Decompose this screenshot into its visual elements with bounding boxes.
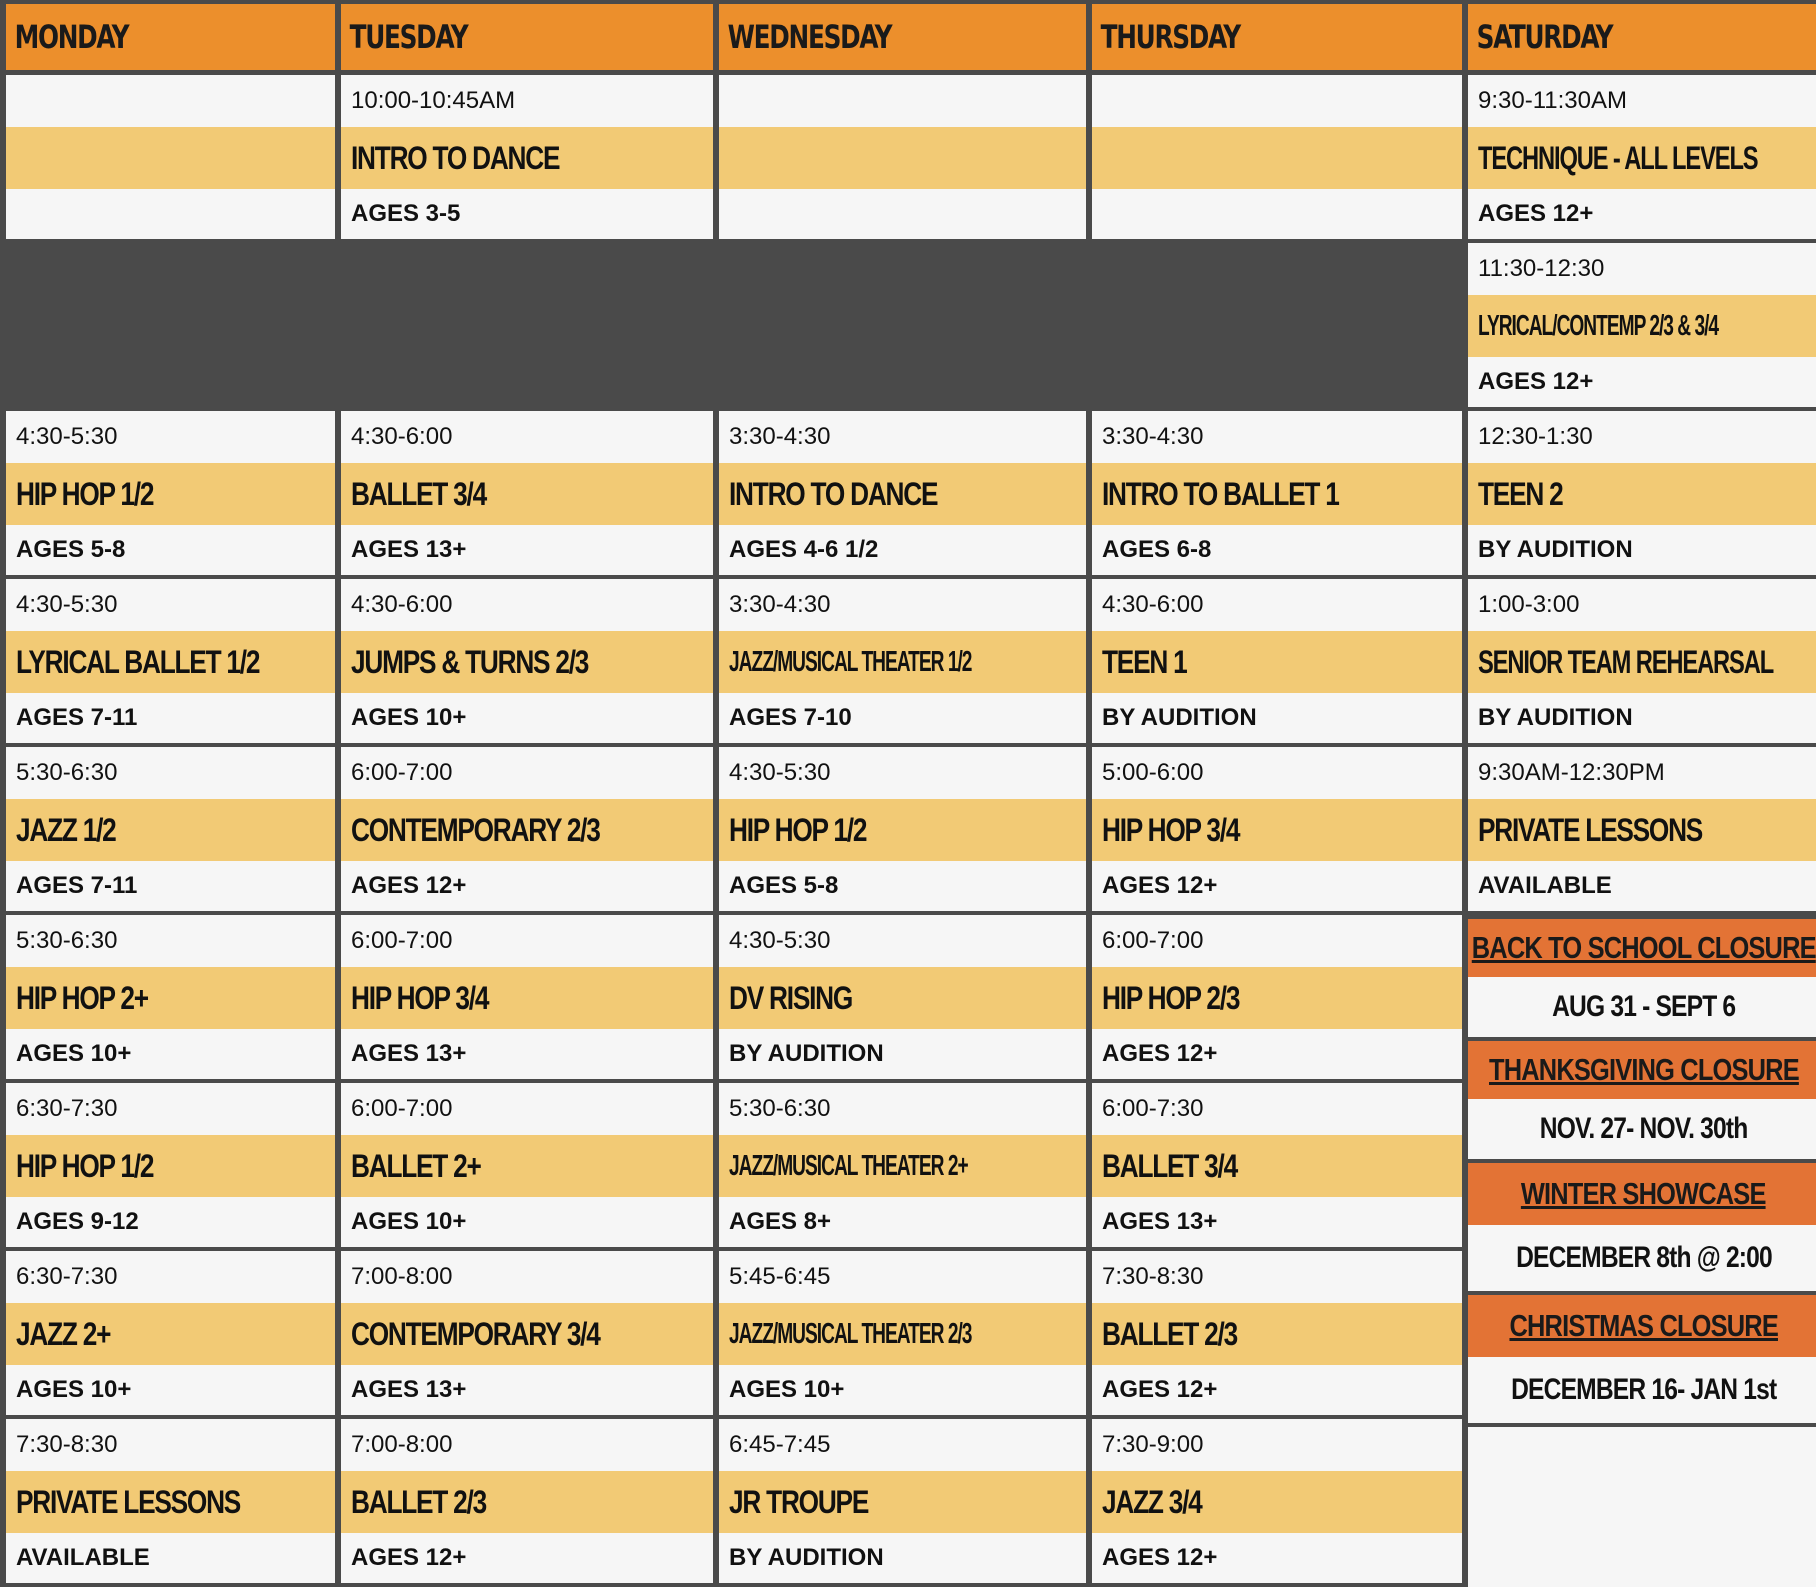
event-notice [1468, 915, 1816, 1037]
class-slot [1092, 747, 1462, 911]
class-ages: AGES 5-8 [6, 525, 335, 575]
event-date [1468, 1099, 1816, 1159]
class-ages: AGES 12+ [1468, 189, 1816, 239]
class-ages: AGES 13+ [341, 1365, 713, 1415]
class-time: 6:00-7:00 [341, 1083, 713, 1135]
class-name-text: INTRO TO BALLET 1 [1102, 475, 1339, 512]
class-name-text: CONTEMPORARY 3/4 [351, 1315, 600, 1352]
class-name [719, 1303, 1086, 1365]
class-slot [1092, 411, 1462, 575]
class-name [6, 1303, 335, 1365]
class-slot [719, 75, 1086, 239]
class-name [719, 631, 1086, 693]
class-slot [719, 1251, 1086, 1415]
class-name-text: INTRO TO DANCE [729, 475, 938, 512]
class-ages: AGES 10+ [341, 1197, 713, 1247]
class-time: 6:00-7:00 [341, 915, 713, 967]
class-slot [6, 1419, 335, 1583]
class-name [1092, 1303, 1462, 1365]
class-name-text: BALLET 2/3 [1102, 1315, 1237, 1352]
class-ages: AGES 12+ [1092, 1365, 1462, 1415]
class-ages: BY AUDITION [1092, 693, 1462, 743]
class-name [719, 967, 1086, 1029]
class-name-text: LYRICAL BALLET 1/2 [16, 643, 260, 680]
day-header-monday [6, 4, 335, 70]
class-time: 5:45-6:45 [719, 1251, 1086, 1303]
event-date-text: AUG 31 - SEPT 6 [1551, 990, 1736, 1023]
class-time: 5:30-6:30 [6, 747, 335, 799]
event-title-text: WINTER SHOWCASE [1521, 1176, 1766, 1211]
event-notice [1468, 1291, 1816, 1423]
class-time: 4:30-6:00 [1092, 579, 1462, 631]
event-date-text: DECEMBER 8th @ 2:00 [1515, 1241, 1772, 1274]
class-name-text: CONTEMPORARY 2/3 [351, 811, 600, 848]
class-name [719, 1135, 1086, 1197]
class-name-text: SENIOR TEAM REHEARSAL [1478, 643, 1774, 680]
class-ages: AGES 4-6 1/2 [719, 525, 1086, 575]
class-time: 7:30-8:30 [6, 1419, 335, 1471]
class-ages: AGES 6-8 [1092, 525, 1462, 575]
event-title-text: THANKSGIVING CLOSURE [1488, 1052, 1799, 1087]
class-time: 6:00-7:30 [1092, 1083, 1462, 1135]
class-slot [341, 1083, 713, 1247]
class-time: 9:30AM-12:30PM [1468, 747, 1816, 799]
class-time: 7:30-8:30 [1092, 1251, 1462, 1303]
class-slot [719, 747, 1086, 911]
class-name-text: TECHNIQUE - ALL LEVELS [1478, 139, 1758, 176]
class-slot [719, 915, 1086, 1079]
class-time: 6:00-7:00 [1092, 915, 1462, 967]
class-time: 10:00-10:45AM [341, 75, 713, 127]
class-slot [719, 579, 1086, 743]
class-ages: AGES 12+ [1092, 1533, 1462, 1583]
event-title-text: CHRISTMAS CLOSURE [1509, 1308, 1778, 1343]
class-name [1468, 799, 1816, 861]
class-slot [1468, 579, 1816, 743]
class-slot [6, 915, 335, 1079]
class-time: 4:30-5:30 [6, 579, 335, 631]
event-title [1468, 1163, 1816, 1225]
class-ages: AGES 3-5 [341, 189, 713, 239]
event-date-text: NOV. 27- NOV. 30th [1539, 1112, 1748, 1145]
class-ages: AGES 8+ [719, 1197, 1086, 1247]
class-name-text: HIP HOP 1/2 [16, 1147, 154, 1184]
class-slot [1092, 1083, 1462, 1247]
class-name [719, 127, 1086, 189]
event-title [1468, 919, 1816, 977]
class-name [1092, 799, 1462, 861]
class-name [1468, 127, 1816, 189]
class-ages: AGES 10+ [341, 693, 713, 743]
class-name-text: PRIVATE LESSONS [16, 1483, 241, 1520]
class-slot [719, 1083, 1086, 1247]
day-header-wednesday [719, 4, 1086, 70]
class-ages: AGES 10+ [6, 1365, 335, 1415]
event-title [1468, 1041, 1816, 1099]
class-name [341, 967, 713, 1029]
class-ages: AVAILABLE [6, 1533, 335, 1583]
event-date [1468, 1357, 1816, 1423]
class-name [719, 799, 1086, 861]
class-slot [719, 1419, 1086, 1583]
class-name-text: LYRICAL/CONTEMP 2/3 & 3/4 [1478, 309, 1719, 342]
day-header-thursday [1092, 4, 1462, 70]
class-slot [341, 579, 713, 743]
class-ages: AGES 13+ [341, 1029, 713, 1079]
event-date-text: DECEMBER 16- JAN 1st [1510, 1373, 1777, 1406]
day-header-label: SATURDAY [1468, 4, 1816, 70]
class-name-text: JAZZ/MUSICAL THEATER 1/2 [729, 645, 972, 678]
class-name [341, 463, 713, 525]
class-slot [1468, 243, 1816, 407]
event-title [1468, 1295, 1816, 1357]
class-slot [6, 411, 335, 575]
class-name [341, 799, 713, 861]
events-panel [1468, 915, 1816, 1587]
class-name-text: JR TROUPE [729, 1483, 869, 1520]
class-ages: AGES 5-8 [719, 861, 1086, 911]
class-time: 7:00-8:00 [341, 1419, 713, 1471]
class-slot [341, 747, 713, 911]
class-slot [6, 75, 335, 239]
class-time: 4:30-6:00 [341, 579, 713, 631]
class-slot [341, 1251, 713, 1415]
class-ages: AGES 7-11 [6, 861, 335, 911]
class-ages [1092, 189, 1462, 239]
class-slot [341, 915, 713, 1079]
day-header-tuesday [341, 4, 713, 70]
class-slot [1092, 1251, 1462, 1415]
event-notice [1468, 1159, 1816, 1291]
class-ages: AGES 12+ [1092, 1029, 1462, 1079]
class-time: 6:30-7:30 [6, 1251, 335, 1303]
class-ages: AGES 7-10 [719, 693, 1086, 743]
event-notice [1468, 1037, 1816, 1159]
empty-cell [1468, 1427, 1816, 1587]
class-ages: AGES 13+ [341, 525, 713, 575]
class-ages: AGES 12+ [341, 1533, 713, 1583]
class-time [6, 75, 335, 127]
class-time: 6:00-7:00 [341, 747, 713, 799]
class-name-text: JAZZ 3/4 [1102, 1483, 1202, 1520]
class-slot [341, 1419, 713, 1583]
class-name [1092, 967, 1462, 1029]
class-name-text: BALLET 2+ [351, 1147, 481, 1184]
class-time: 4:30-6:00 [341, 411, 713, 463]
class-time: 5:30-6:30 [719, 1083, 1086, 1135]
event-date [1468, 1225, 1816, 1291]
class-name [6, 799, 335, 861]
class-ages: AGES 10+ [6, 1029, 335, 1079]
class-slot [6, 579, 335, 743]
class-name [6, 1135, 335, 1197]
class-ages: BY AUDITION [1468, 525, 1816, 575]
class-ages: AGES 12+ [341, 861, 713, 911]
class-time: 6:45-7:45 [719, 1419, 1086, 1471]
class-name [341, 1135, 713, 1197]
class-slot [1468, 75, 1816, 239]
class-time: 6:30-7:30 [6, 1083, 335, 1135]
class-name [1092, 463, 1462, 525]
class-name [6, 127, 335, 189]
class-slot [719, 411, 1086, 575]
class-ages: AGES 7-11 [6, 693, 335, 743]
class-slot [341, 75, 713, 239]
class-name-text: DV RISING [729, 979, 853, 1016]
class-name-text: TEEN 2 [1478, 475, 1563, 512]
class-slot [1092, 915, 1462, 1079]
class-name [1092, 1471, 1462, 1533]
class-name-text: JAZZ 1/2 [16, 811, 116, 848]
class-slot [1092, 1419, 1462, 1583]
class-name [341, 1303, 713, 1365]
class-name-text: JUMPS & TURNS 2/3 [351, 643, 589, 680]
class-name-text: BALLET 3/4 [351, 475, 486, 512]
class-time: 4:30-5:30 [6, 411, 335, 463]
class-ages: AGES 12+ [1468, 357, 1816, 407]
class-name-text: JAZZ/MUSICAL THEATER 2+ [729, 1149, 968, 1182]
event-date [1468, 977, 1816, 1037]
class-name-text: HIP HOP 1/2 [729, 811, 867, 848]
class-ages [719, 189, 1086, 239]
class-slot [6, 1083, 335, 1247]
class-time: 7:30-9:00 [1092, 1419, 1462, 1471]
day-header-label: MONDAY [6, 4, 334, 70]
class-name-text: HIP HOP 3/4 [351, 979, 489, 1016]
class-name-text: JAZZ/MUSICAL THEATER 2/3 [729, 1317, 972, 1350]
class-time: 5:00-6:00 [1092, 747, 1462, 799]
class-name-text: INTRO TO DANCE [351, 139, 560, 176]
class-name [1468, 631, 1816, 693]
class-slot [6, 747, 335, 911]
class-name [6, 631, 335, 693]
class-name [1092, 127, 1462, 189]
class-ages: AGES 12+ [1092, 861, 1462, 911]
class-name-text: HIP HOP 2/3 [1102, 979, 1240, 1016]
class-name [719, 1471, 1086, 1533]
class-time [1092, 75, 1462, 127]
class-time: 9:30-11:30AM [1468, 75, 1816, 127]
class-slot [1092, 75, 1462, 239]
class-ages [6, 189, 335, 239]
class-time: 3:30-4:30 [719, 411, 1086, 463]
class-name-text: BALLET 2/3 [351, 1483, 486, 1520]
class-ages: BY AUDITION [1468, 693, 1816, 743]
class-name-text: HIP HOP 1/2 [16, 475, 154, 512]
day-header-saturday [1468, 4, 1816, 70]
class-time [719, 75, 1086, 127]
class-name [6, 463, 335, 525]
class-ages: AGES 13+ [1092, 1197, 1462, 1247]
class-name [1468, 463, 1816, 525]
day-header-label: THURSDAY [1092, 4, 1461, 70]
class-name-text: TEEN 1 [1102, 643, 1187, 680]
class-name-text: HIP HOP 2+ [16, 979, 148, 1016]
class-time: 5:30-6:30 [6, 915, 335, 967]
day-header-label: TUESDAY [341, 4, 712, 70]
class-name [1468, 295, 1816, 357]
class-time: 12:30-1:30 [1468, 411, 1816, 463]
class-name [341, 1471, 713, 1533]
class-name [1092, 1135, 1462, 1197]
class-ages: AGES 10+ [719, 1365, 1086, 1415]
class-time: 3:30-4:30 [1092, 411, 1462, 463]
class-time: 11:30-12:30 [1468, 243, 1816, 295]
class-name-text: PRIVATE LESSONS [1478, 811, 1703, 848]
class-time: 1:00-3:00 [1468, 579, 1816, 631]
class-name [341, 631, 713, 693]
event-title-text: BACK TO SCHOOL CLOSURE [1471, 930, 1816, 965]
class-time: 7:00-8:00 [341, 1251, 713, 1303]
class-time: 4:30-5:30 [719, 747, 1086, 799]
class-slot [1468, 411, 1816, 575]
class-name [6, 967, 335, 1029]
class-name-text: BALLET 3/4 [1102, 1147, 1237, 1184]
class-name [1092, 631, 1462, 693]
class-name-text: HIP HOP 3/4 [1102, 811, 1240, 848]
class-name [719, 463, 1086, 525]
class-slot [1468, 747, 1816, 911]
class-ages: AVAILABLE [1468, 861, 1816, 911]
class-time: 3:30-4:30 [719, 579, 1086, 631]
class-slot [341, 411, 713, 575]
class-slot [1092, 579, 1462, 743]
class-name [6, 1471, 335, 1533]
class-slot [6, 1251, 335, 1415]
class-name [341, 127, 713, 189]
class-name-text: JAZZ 2+ [16, 1315, 111, 1352]
class-ages: BY AUDITION [719, 1533, 1086, 1583]
class-time: 4:30-5:30 [719, 915, 1086, 967]
day-header-label: WEDNESDAY [719, 4, 1085, 70]
class-ages: AGES 9-12 [6, 1197, 335, 1247]
class-ages: BY AUDITION [719, 1029, 1086, 1079]
